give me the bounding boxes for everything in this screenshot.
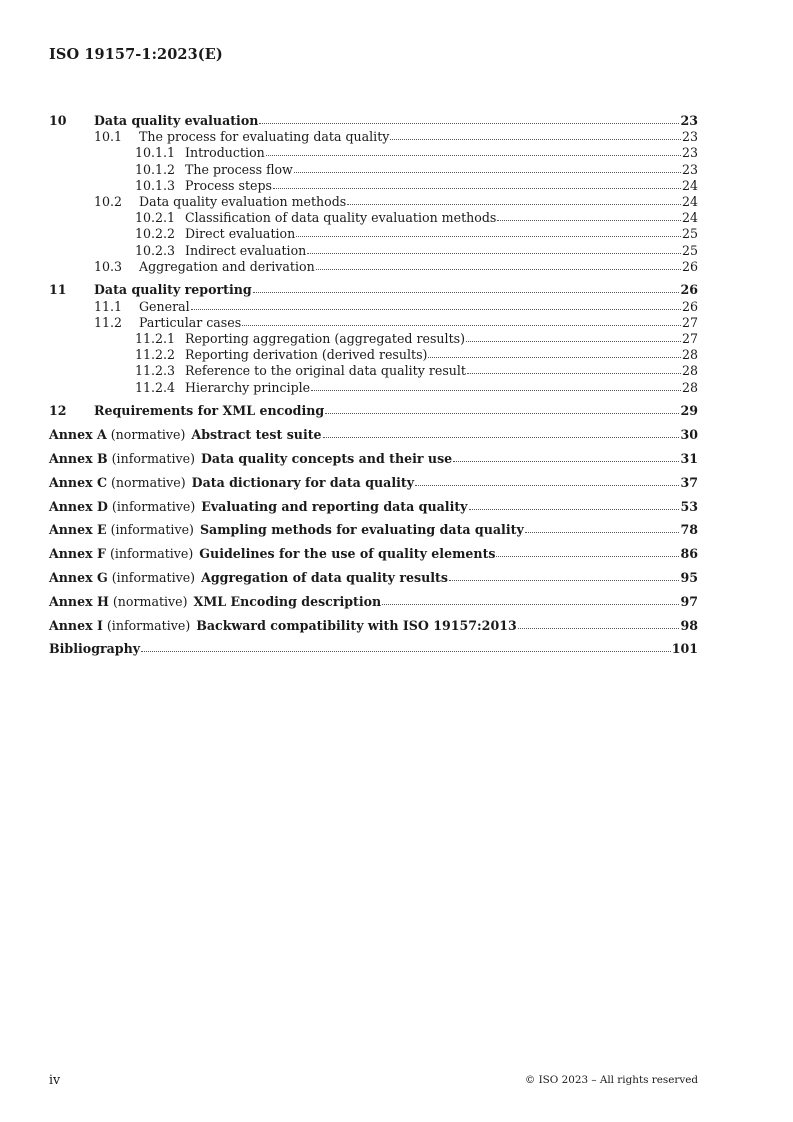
- toc-entry-title: Introduction: [185, 145, 265, 161]
- dot-leader: [525, 531, 680, 533]
- toc-entry-annex-h[interactable]: [49, 586, 698, 610]
- toc-entry-title: Aggregation of data quality results: [201, 569, 448, 585]
- toc-entry-page: 98: [680, 617, 698, 633]
- toc-entry-11-2-3[interactable]: [49, 363, 698, 379]
- toc-entry-page: 28: [681, 347, 698, 363]
- toc-entry-10-3[interactable]: [49, 259, 698, 275]
- dot-leader: [316, 268, 681, 270]
- toc-entry-page: 86: [680, 546, 698, 562]
- toc-entry-page: 25: [681, 242, 698, 258]
- toc-entry-title: The process flow: [185, 161, 293, 177]
- toc-entry-annex-g[interactable]: [49, 562, 698, 586]
- toc-entry-title: Data dictionary for data quality: [191, 474, 415, 490]
- toc-entry-10-1-3[interactable]: [49, 178, 698, 194]
- dot-leader: [453, 460, 679, 462]
- toc-entry-10-2-3[interactable]: [49, 243, 698, 259]
- toc-entry-page: 28: [681, 379, 698, 395]
- dot-leader: [296, 235, 681, 237]
- toc-entry-title: General: [139, 298, 190, 314]
- toc-entry-number: 10.2.2: [135, 226, 176, 242]
- toc-entry-number: 11.2.1: [135, 331, 176, 347]
- annex-kind: (informative): [106, 617, 191, 633]
- toc-entry-page: 23: [681, 129, 698, 145]
- annex-kind: (informative): [111, 569, 196, 585]
- toc-entry-number: 10.2.3: [135, 242, 176, 258]
- dot-leader: [428, 356, 681, 358]
- toc-entry-title: Guidelines for the use of quality elements: [199, 546, 496, 562]
- toc-entry-title: Reporting aggregation (aggregated results): [185, 331, 466, 347]
- dot-leader: [415, 484, 679, 486]
- toc-entry-page: 24: [681, 210, 698, 226]
- toc-entry-title: Reference to the original data quality result: [185, 363, 466, 379]
- dot-leader: [469, 508, 680, 510]
- toc-entry-number: 12: [49, 403, 67, 419]
- dot-leader: [382, 603, 679, 605]
- toc-entry-number: 10: [49, 113, 67, 128]
- toc-entry-annex-d[interactable]: [49, 491, 698, 515]
- annex-label: Annex G: [49, 569, 108, 585]
- annex-kind: (normative): [110, 427, 186, 443]
- dot-leader: [467, 372, 681, 374]
- annex-kind: (informative): [110, 522, 194, 538]
- toc-entry-page: 26: [681, 258, 698, 274]
- toc-entry-number: 10.2: [94, 193, 123, 209]
- annex-kind: (informative): [111, 498, 196, 514]
- toc-entry-annex-e[interactable]: [49, 515, 698, 539]
- toc-entry-page: 27: [681, 314, 698, 330]
- toc-entry-page: 23: [681, 145, 698, 161]
- toc-entry-page: 95: [680, 569, 698, 585]
- toc-entry-number: 10.1.2: [135, 161, 176, 177]
- toc-entry-10-2-1[interactable]: [49, 210, 698, 226]
- toc-entry-page: 27: [681, 331, 698, 347]
- toc-entry-page: 29: [680, 403, 698, 419]
- dot-leader: [311, 389, 681, 391]
- toc-entry-title: Classification of data quality evaluation methods: [185, 210, 497, 226]
- toc-entry-title: Data quality reporting: [94, 282, 252, 298]
- dot-leader: [259, 122, 679, 124]
- toc-entry-page: 101: [671, 641, 698, 657]
- toc-entry-10-1[interactable]: [49, 129, 698, 145]
- copyright-notice: © ISO 2023 – All rights reserved: [524, 1074, 698, 1086]
- dot-leader: [242, 324, 681, 326]
- toc-entry-11-2[interactable]: [49, 315, 698, 331]
- dot-leader: [449, 579, 680, 581]
- toc-entry-12[interactable]: [49, 396, 698, 420]
- toc-entry-title: Particular cases: [139, 314, 242, 330]
- toc-entry-page: 25: [681, 226, 698, 242]
- toc-entry-title: Data quality evaluation methods: [139, 193, 347, 209]
- dot-leader: [325, 412, 679, 414]
- dot-leader: [347, 203, 681, 205]
- toc-entry-title: Sampling methods for evaluating data quality: [199, 522, 524, 538]
- toc-entry-page: 24: [681, 193, 698, 209]
- toc-entry-title: Evaluating and reporting data quality: [201, 498, 468, 514]
- toc-entry-title: XML Encoding description: [193, 593, 382, 609]
- toc-entry-10[interactable]: [49, 113, 698, 129]
- toc-entry-title: Bibliography: [49, 641, 141, 657]
- annex-label: Annex D: [49, 498, 108, 514]
- toc-entry-bibliography[interactable]: [49, 634, 698, 658]
- toc-entry-annex-c[interactable]: [49, 467, 698, 491]
- toc-entry-10-1-2[interactable]: [49, 162, 698, 178]
- toc-entry-11-1[interactable]: [49, 299, 698, 315]
- annex-label: Annex I: [49, 617, 103, 633]
- document-header: ISO 19157-1:2023(E): [49, 46, 223, 63]
- dot-leader: [307, 252, 681, 254]
- toc-entry-title: Indirect evaluation: [185, 242, 307, 258]
- annex-kind: (informative): [109, 546, 194, 562]
- dot-leader: [273, 187, 681, 189]
- annex-label: Annex A: [49, 427, 107, 443]
- dot-leader: [323, 436, 680, 438]
- toc-entry-page: 97: [680, 593, 698, 609]
- toc-entry-page: 53: [680, 498, 698, 514]
- page-number: iv: [49, 1072, 61, 1087]
- annex-kind: (normative): [112, 593, 188, 609]
- dot-leader: [141, 650, 671, 652]
- toc-entry-annex-a[interactable]: [49, 420, 698, 444]
- toc-entry-10-2-2[interactable]: [49, 226, 698, 242]
- toc-entry-page: 78: [680, 522, 698, 538]
- dot-leader: [294, 171, 681, 173]
- dot-leader: [496, 555, 679, 557]
- toc-entry-title: Requirements for XML encoding: [94, 403, 325, 419]
- dot-leader: [466, 340, 681, 342]
- toc-entry-page: 31: [680, 450, 698, 466]
- toc-entry-title: Hierarchy principle: [185, 379, 311, 395]
- toc-entry-page: 26: [681, 298, 698, 314]
- annex-label: Annex H: [49, 593, 109, 609]
- dot-leader: [518, 627, 680, 629]
- toc-entry-11-2-1[interactable]: [49, 331, 698, 347]
- toc-entry-number: 10.2.1: [135, 210, 176, 226]
- annex-label: Annex C: [49, 474, 108, 490]
- annex-label: Annex F: [49, 546, 106, 562]
- toc-entry-title: Backward compatibility with ISO 19157:2013: [196, 617, 517, 633]
- toc-entry-11-2-4[interactable]: [49, 380, 698, 396]
- toc-entry-number: 10.1: [94, 129, 123, 145]
- dot-leader: [191, 308, 681, 310]
- toc-entry-page: 23: [681, 161, 698, 177]
- dot-leader: [497, 219, 681, 221]
- dot-leader: [253, 291, 680, 293]
- toc-entry-title: Reporting derivation (derived results): [185, 347, 428, 363]
- dot-leader: [390, 138, 681, 140]
- toc-entry-page: 30: [680, 427, 698, 443]
- toc-entry-page: 26: [680, 282, 698, 298]
- toc-entry-number: 11: [49, 282, 67, 298]
- toc-entry-title: Direct evaluation: [185, 226, 296, 242]
- toc-entry-annex-f[interactable]: [49, 539, 698, 563]
- toc-entry-annex-b[interactable]: [49, 443, 698, 467]
- toc-entry-number: 11.2.2: [135, 347, 176, 363]
- toc-entry-page: 37: [680, 474, 698, 490]
- toc-entry-title: The process for evaluating data quality: [139, 129, 390, 145]
- toc-entry-number: 10.3: [94, 258, 123, 274]
- toc-entry-page: 24: [681, 177, 698, 193]
- toc-entry-number: 11.2: [94, 314, 123, 330]
- annex-kind: (normative): [111, 474, 186, 490]
- toc-entry-title: Data quality concepts and their use: [200, 450, 453, 466]
- dot-leader: [266, 154, 681, 156]
- toc-entry-page: 23: [680, 113, 698, 128]
- toc-entry-title: Aggregation and derivation: [139, 258, 315, 274]
- toc-entry-10-1-1[interactable]: [49, 145, 698, 161]
- annex-label: Annex E: [49, 522, 107, 538]
- toc-entry-11-2-2[interactable]: [49, 347, 698, 363]
- toc-entry-number: 10.1.1: [135, 145, 176, 161]
- toc-entry-number: 11.1: [94, 298, 123, 314]
- toc-entry-number: 11.2.3: [135, 363, 176, 379]
- toc-entry-number: 10.1.3: [135, 177, 176, 193]
- toc-entry-title: Process steps: [185, 177, 273, 193]
- toc-entry-11[interactable]: [49, 275, 698, 299]
- table-of-contents: [49, 113, 698, 658]
- toc-entry-title: Abstract test suite: [191, 427, 322, 443]
- annex-label: Annex B: [49, 450, 108, 466]
- annex-kind: (informative): [111, 450, 195, 466]
- toc-entry-page: 28: [681, 363, 698, 379]
- toc-entry-number: 11.2.4: [135, 379, 176, 395]
- toc-entry-10-2[interactable]: [49, 194, 698, 210]
- toc-entry-title: Data quality evaluation: [94, 113, 259, 128]
- toc-entry-annex-i[interactable]: [49, 610, 698, 634]
